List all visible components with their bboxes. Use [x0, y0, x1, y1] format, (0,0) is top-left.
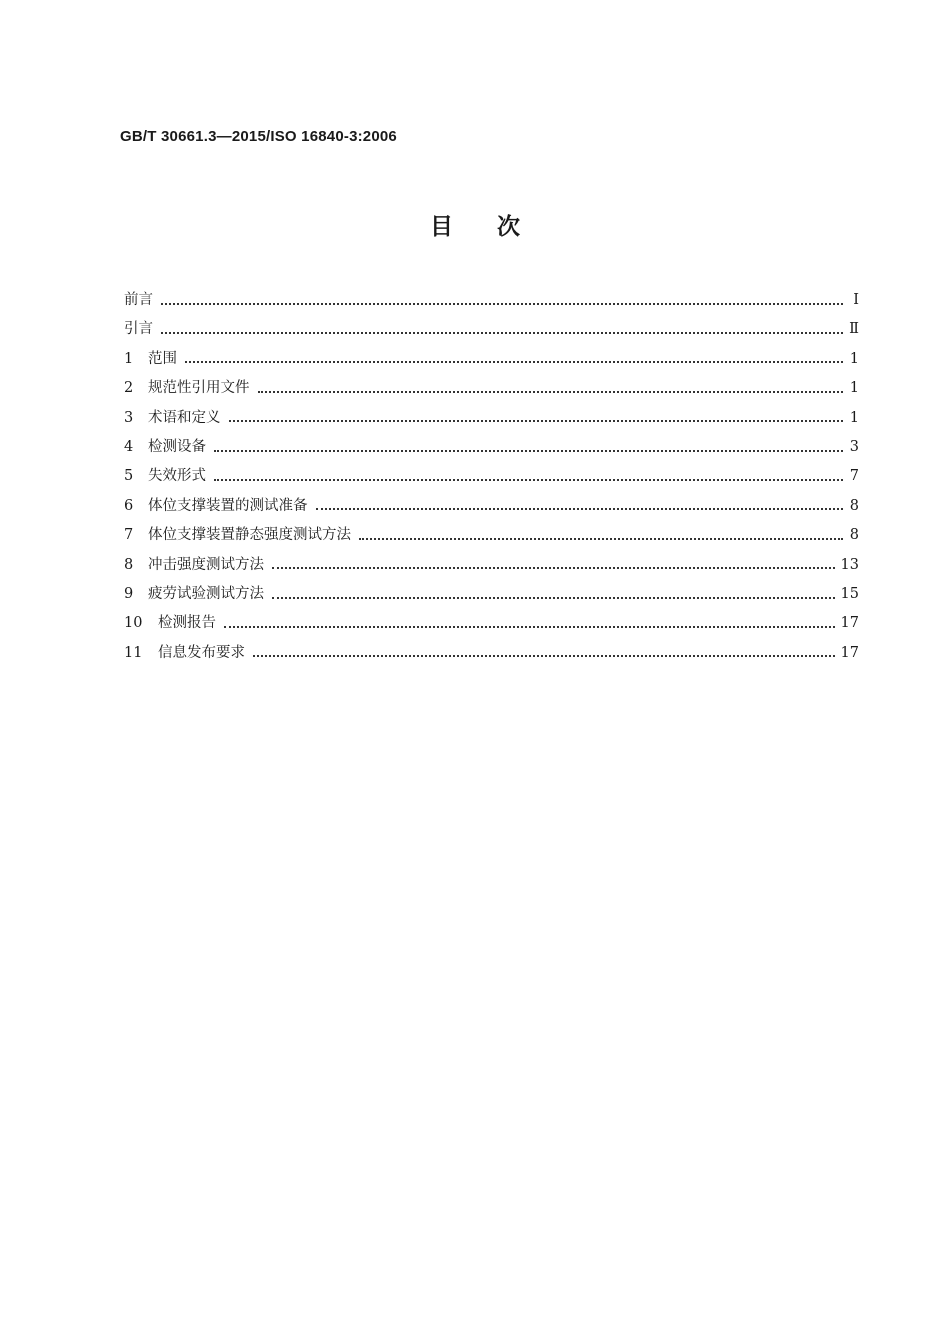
toc-entry-number: 5 — [124, 468, 134, 485]
toc-entry-11[interactable] — [124, 639, 859, 668]
toc-entry-page: 17 — [840, 644, 859, 661]
toc-leader-dots — [161, 332, 843, 334]
toc-entry-page: Ⅱ — [849, 321, 859, 338]
toc-entry-8[interactable] — [124, 551, 859, 580]
toc-entry-title: 术语和定义 — [148, 409, 221, 426]
toc-entry-title: 疲劳试验测试方法 — [148, 585, 264, 602]
toc-entry-title: 体位支撑装置的测试准备 — [148, 497, 308, 514]
toc-entry-title: 体位支撑装置静态强度测试方法 — [148, 527, 351, 544]
toc-leader-dots — [214, 450, 843, 452]
toc-entry-number: 9 — [124, 585, 134, 602]
toc-entry-title: 前言 — [124, 292, 153, 308]
toc-entry-page: 1 — [849, 380, 859, 397]
toc-entry-3[interactable] — [124, 404, 859, 433]
toc-entry-title: 检测设备 — [148, 438, 206, 455]
toc-entry-number: 6 — [124, 497, 134, 514]
toc-entry-9[interactable] — [124, 580, 859, 609]
toc-entry-number: 10 — [124, 615, 143, 632]
toc-entry-page: 17 — [840, 615, 859, 632]
toc-entry-number: 8 — [124, 556, 134, 573]
toc-entry-page: Ⅰ — [853, 292, 859, 308]
toc-entry-page: 7 — [849, 468, 859, 485]
toc-entry-10[interactable] — [124, 609, 859, 638]
toc-entry-foreword[interactable] — [124, 286, 859, 315]
toc-entry-1[interactable] — [124, 345, 859, 374]
toc-leader-dots — [185, 361, 843, 363]
toc-entry-page: 8 — [849, 527, 859, 544]
toc-leader-dots — [258, 391, 844, 393]
toc-entry-title: 范围 — [148, 350, 177, 367]
toc-entry-page: 13 — [840, 556, 859, 573]
toc-leader-dots — [229, 420, 844, 422]
toc-entry-title: 检测报告 — [158, 615, 216, 632]
toc-title: 目次 — [430, 214, 564, 240]
toc-entry-title: 失效形式 — [148, 468, 206, 485]
toc-leader-dots — [214, 479, 843, 481]
toc-entry-title: 冲击强度测试方法 — [148, 556, 264, 573]
toc-entry-4[interactable] — [124, 433, 859, 462]
toc-entry-7[interactable] — [124, 521, 859, 550]
toc-leader-dots — [224, 626, 835, 628]
toc-entry-number: 3 — [124, 409, 134, 426]
toc-entry-title: 信息发布要求 — [158, 644, 245, 661]
toc-entry-number: 11 — [124, 644, 143, 661]
toc-entry-title: 规范性引用文件 — [148, 380, 250, 397]
toc-leader-dots — [161, 303, 843, 305]
toc-entry-number: 2 — [124, 380, 134, 397]
toc-leader-dots — [272, 597, 835, 599]
toc-entry-number: 1 — [124, 350, 134, 367]
toc-entry-2[interactable] — [124, 374, 859, 403]
toc-entry-title: 引言 — [124, 321, 153, 338]
toc-entry-page: 3 — [849, 438, 859, 455]
toc-entry-number: 7 — [124, 527, 134, 544]
toc-leader-dots — [359, 538, 843, 540]
toc-leader-dots — [272, 567, 835, 569]
toc-entry-page: 1 — [849, 409, 859, 426]
toc-entry-number: 4 — [124, 438, 134, 455]
toc-entry-introduction[interactable] — [124, 315, 859, 344]
table-of-contents — [124, 286, 859, 668]
toc-entry-5[interactable] — [124, 462, 859, 491]
document-code: GB/T 30661.3—2015/ISO 16840-3:2006 — [120, 128, 397, 145]
toc-leader-dots — [316, 508, 844, 510]
toc-entry-page: 15 — [840, 585, 859, 602]
toc-entry-6[interactable] — [124, 492, 859, 521]
toc-entry-page: 1 — [849, 350, 859, 367]
toc-leader-dots — [253, 655, 835, 657]
toc-entry-page: 8 — [849, 497, 859, 514]
